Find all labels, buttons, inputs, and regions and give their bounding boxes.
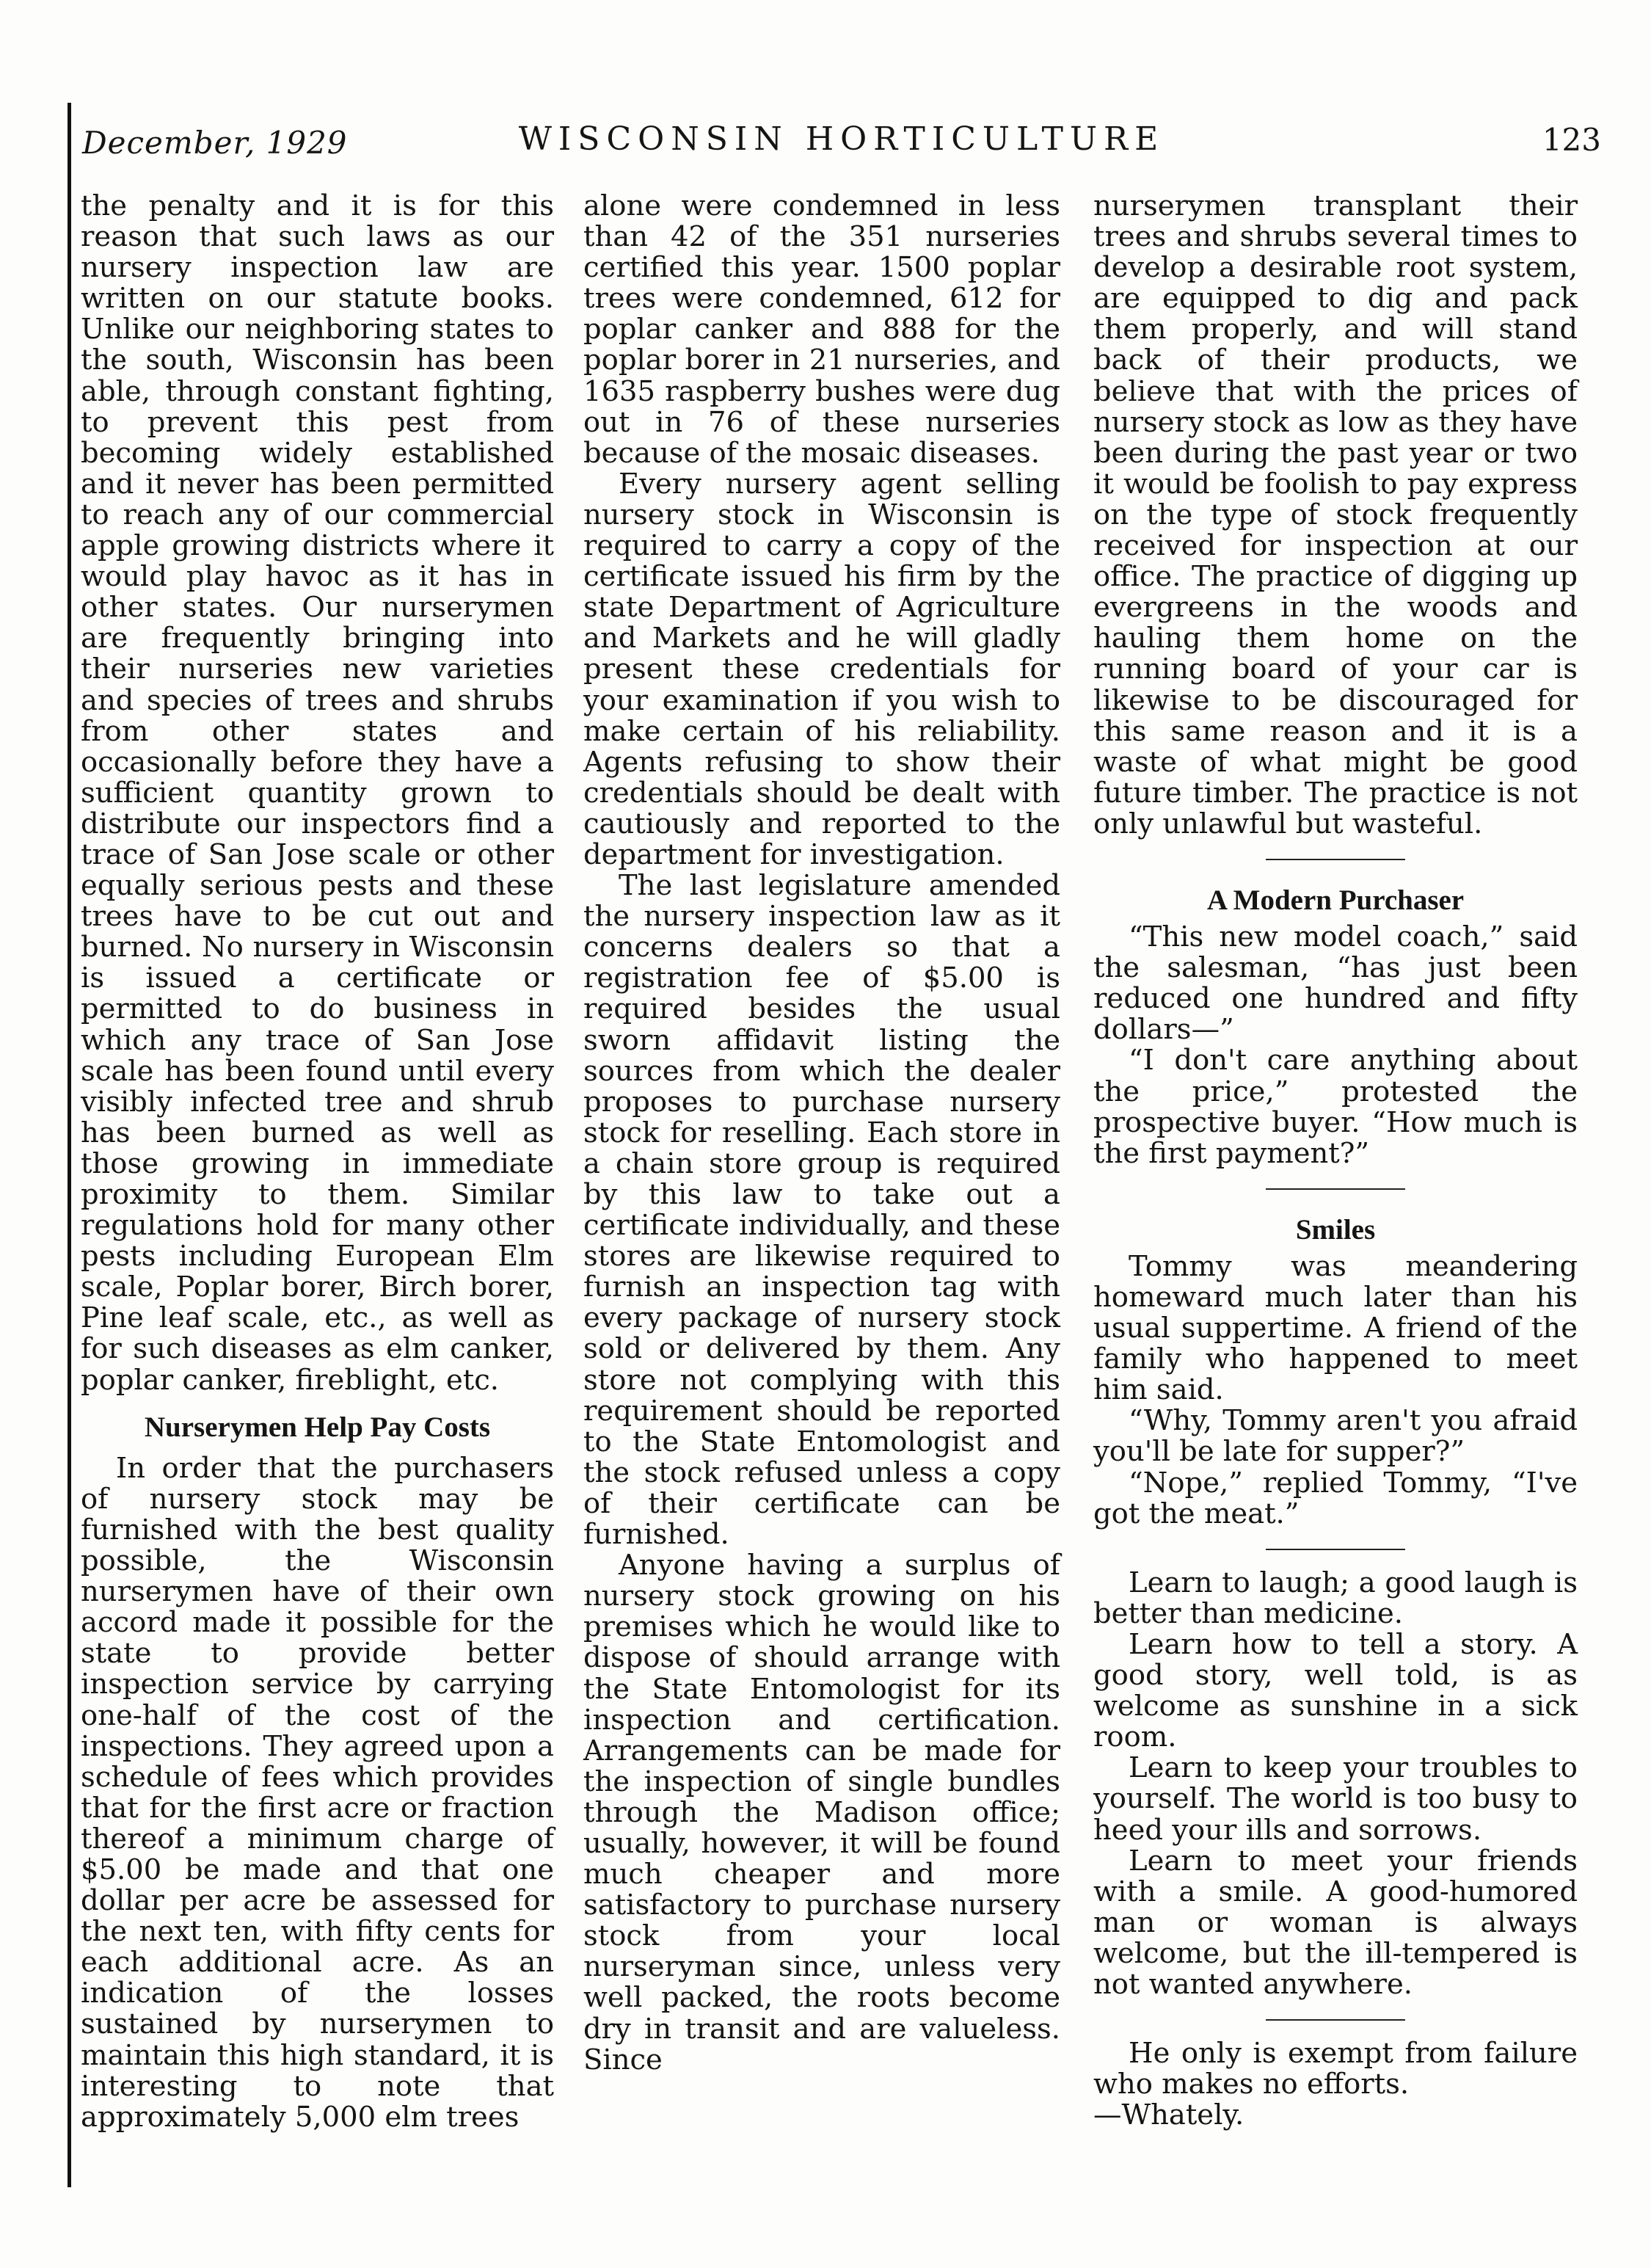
advice-paragraph: Learn to laugh; a good laugh is better than medicine. — [1093, 1566, 1578, 1630]
advice-paragraph: Learn how to tell a story. A good story, well told, is as welcome as sunshine in a sick room. — [1093, 1627, 1578, 1754]
anecdote-paragraph: “This new model coach,” said the salesman, “has just been reduced one hundred and fifty dollars—” — [1093, 920, 1578, 1047]
article-paragraph: In order that the purchasers of nursery stock may be furnished with the best quality possible, the Wisconsin nurserymen have of their own accord made it possible for the state to provide better inspection service by carrying one-half of the cost of the inspections. They agreed upon a schedule of fees which provides that for the first acre or fraction thereof a minimum charge of $5.00 be made and that one dollar per acre be assessed for the next ten, with fifty cents for each additional acre. As an indication of the losses sustained by nurserymen to maintain this high standard, it is interesting to note that approximately 5,000 elm trees — [81, 1451, 554, 2134]
issue-date: December, 1929 — [82, 125, 348, 161]
article-paragraph: Every nursery agent selling nursery stock in Wisconsin is required to carry a copy of the certificate issued his firm by the state Department of Agriculture and Markets and he will gladly present these credentials for your examination if you wish to make certain of his reliability. Agents refusing to show their credentials should be dealt with cautiously and reported to the department for investigation. — [583, 467, 1060, 871]
column-2 — [583, 191, 1060, 2076]
article-paragraph: nurserymen transplant their trees and shrubs several times to develop a desirable root system, are equipped to dig and pack them properly, and will stand back of their products, we believe that with the prices of nursery stock as low as they have been during the past year or two it would be foolish to pay express on the type of stock frequently received for inspection at our office. The practice of digging up evergreens in the woods and hauling them home on the running board of your car is likewise to be discouraged for this same reason and it is a waste of what might be good future timber. The practice is not only unlawful but wasteful. — [1093, 189, 1578, 840]
column-1 — [81, 191, 554, 2133]
section-divider — [1266, 1549, 1405, 1550]
advice-paragraph: Learn to keep your troubles to yourself. The world is too busy to heed your ills and sorrows. — [1093, 1751, 1578, 1847]
publication-title: WISCONSIN HORTICULTURE — [518, 120, 1165, 158]
column-3 — [1093, 191, 1578, 2131]
anecdote-paragraph: Tommy was meandering homeward much later than his usual suppertime. A friend of the family who happened to meet him said. — [1093, 1249, 1578, 1407]
section-heading-pay-costs: Nurserymen Help Pay Costs — [144, 1411, 491, 1443]
page-number: 123 — [1542, 122, 1601, 158]
article-paragraph: alone were condemned in less than 42 of the 351 nurseries certified this year. 1500 poplar trees were condemned, 612 for poplar canker and 888 for the poplar borer in 21 nurseries, and 1635 raspberry bushes were dug out in 76 of these nurseries because of the mosaic diseases. — [583, 189, 1060, 470]
left-margin-rule — [68, 103, 71, 2187]
advice-paragraph: Learn to meet your friends with a smile. A good-humored man or woman is always welcome, but the ill-tempered is not wanted anywhere. — [1093, 1844, 1578, 2001]
article-paragraph: The last legislature amended the nursery inspection law as it concerns dealers so that a registration fee of $5.00 is required besides the usual sworn affidavit listing the sources from which the dealer proposes to purchase nursery stock for reselling. Each store in a chain store group is required by this law to take out a certificate individually, and these stores are likewise required to furnish an inspection tag with every package of nursery stock sold or delivered by them. Any store not complying with this requirement should be reported to the State Entomologist and the stock refused unless a copy of their certificate can be furnished. — [583, 869, 1060, 1552]
section-divider — [1266, 1188, 1405, 1190]
section-heading-modern-purchaser: A Modern Purchaser — [1206, 884, 1465, 916]
page-header — [82, 120, 1601, 172]
section-divider — [1266, 859, 1405, 860]
quote-attribution: —Whately. — [1093, 2098, 1244, 2132]
article-paragraph: Anyone having a surplus of nursery stock growing on his premises which he would like to dispose of should arrange with the State Entomologist for its inspection and certification. Arrangements can be made for the inspection of single bundles through the Madison office; usually, however, it will be found much cheaper and more satisfactory to purchase nursery stock from your local nurseryman since, unless very well packed, the roots become dry in transit and are valueless. Since — [583, 1549, 1060, 2076]
section-heading-smiles: Smiles — [1295, 1213, 1376, 1246]
section-divider — [1266, 2019, 1405, 2021]
closing-quote: He only is exempt from failure who makes no efforts. — [1093, 2037, 1578, 2101]
anecdote-paragraph: “I don't care anything about the price,” protested the prospective buyer. “How much is the first payment?” — [1093, 1044, 1578, 1170]
article-paragraph: the penalty and it is for this reason that such laws as our nursery inspection law are written on our statute books. Unlike our neighboring states to the south, Wisconsin has been able, through constant fighting, to prevent this pest from becoming widely established and it never has been permitted to reach any of our commercial apple growing districts where it would play havoc as it has in other states. Our nurserymen are frequently bringing into their nurseries new varieties and species of trees and shrubs from other states and occasionally before they have a sufficient quantity grown to distribute our inspectors find a trace of San Jose scale or other equally serious pests and these trees have to be cut out and burned. No nursery in Wisconsin is issued a certificate or permitted to do business in which any trace of San Jose scale has been found until every visibly infected tree and shrub has been burned as well as those growing in immediate proximity to them. Similar regulations hold for many other pests including European Elm scale, Poplar borer, Birch borer, Pine leaf scale, etc., as well as for such diseases as elm canker, poplar canker, fireblight, etc. — [81, 189, 554, 1397]
anecdote-paragraph: “Nope,” replied Tommy, “I've got the meat.” — [1093, 1466, 1578, 1530]
anecdote-paragraph: “Why, Tommy aren't you afraid you'll be late for supper?” — [1093, 1404, 1578, 1469]
